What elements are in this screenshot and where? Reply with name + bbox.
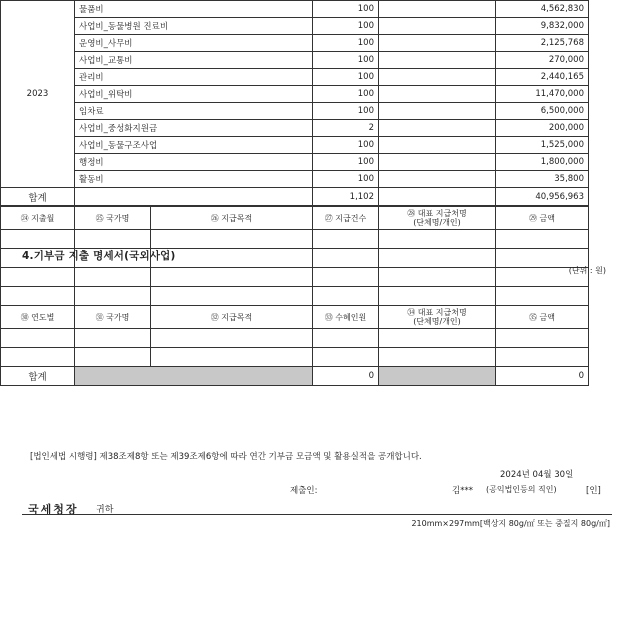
empty-row bbox=[1, 268, 589, 287]
item-cell: 사업비_동물구조사업 bbox=[75, 137, 313, 154]
submission-date: 2024년 04월 30일 bbox=[500, 470, 574, 480]
table-row bbox=[1, 52, 589, 69]
divider-line bbox=[22, 514, 612, 515]
amount-cell: 4,562,830 bbox=[496, 1, 589, 18]
legal-notice: [법인세법 시행령] 제38조제8항 또는 제39조제6항에 따라 연간 기부금 모금액 및 활용실적을 공개합니다. bbox=[30, 452, 422, 462]
amount-cell: 200,000 bbox=[496, 120, 589, 137]
header-cell: ㉖ 지급목적 bbox=[151, 207, 313, 230]
amount-cell: 1,800,000 bbox=[496, 154, 589, 171]
header-cell: ㉘ 대표 지급처명 (단체명/개인) bbox=[379, 207, 496, 230]
total-row bbox=[1, 367, 589, 386]
note-cell bbox=[379, 86, 496, 103]
pct-cell: 100 bbox=[313, 69, 379, 86]
table-row bbox=[1, 18, 589, 35]
note-cell bbox=[379, 120, 496, 137]
item-cell: 물품비 bbox=[75, 1, 313, 18]
submitter-label: 제출인: bbox=[290, 486, 318, 496]
empty-row bbox=[1, 230, 589, 249]
header-cell: ㉞ 대표 지급처명 (단체명/개인) bbox=[379, 306, 496, 329]
header-cell: ㉝ 수혜인원 bbox=[313, 306, 379, 329]
header-cell: ㉜ 지급목적 bbox=[151, 306, 313, 329]
header-cell: ㉔ 지출월 bbox=[1, 207, 75, 230]
note-cell bbox=[379, 69, 496, 86]
pct-cell: 100 bbox=[313, 137, 379, 154]
amount-cell: 270,000 bbox=[496, 52, 589, 69]
note-cell bbox=[379, 154, 496, 171]
expenditure-table-body bbox=[1, 1, 589, 206]
item-cell: 활동비 bbox=[75, 171, 313, 188]
gray-cell bbox=[379, 367, 496, 386]
header-cell: ㉛ 국가명 bbox=[75, 306, 151, 329]
total-label: 합계 bbox=[1, 367, 75, 386]
header-cell: ㉚ 연도별 bbox=[1, 306, 75, 329]
table-row bbox=[1, 137, 589, 154]
header-cell: ㉗ 지급건수 bbox=[313, 207, 379, 230]
table-row bbox=[1, 1, 589, 18]
amount-cell: 6,500,000 bbox=[496, 103, 589, 120]
pct-cell: 100 bbox=[313, 18, 379, 35]
total-amount: 40,956,963 bbox=[496, 188, 589, 206]
table-row bbox=[1, 103, 589, 120]
table-row bbox=[1, 35, 589, 52]
seal-mark: [인] bbox=[586, 486, 601, 496]
pct-cell: 100 bbox=[313, 1, 379, 18]
pct-cell: 100 bbox=[313, 86, 379, 103]
year-cell: 2023 bbox=[1, 1, 75, 188]
note-cell bbox=[379, 35, 496, 52]
pct-cell: 100 bbox=[313, 103, 379, 120]
note-cell bbox=[379, 18, 496, 35]
section-title: 4.기부금 지출 명세서(국외사업) bbox=[22, 250, 176, 262]
note-cell bbox=[379, 137, 496, 154]
honorific: 귀하 bbox=[96, 505, 114, 515]
note-cell bbox=[379, 1, 496, 18]
note-cell bbox=[379, 103, 496, 120]
foreign-expenditure-table bbox=[0, 206, 589, 386]
table-row bbox=[1, 69, 589, 86]
total-blank bbox=[75, 188, 313, 206]
total-count: 0 bbox=[313, 367, 379, 386]
empty-row bbox=[1, 329, 589, 348]
header-row-1 bbox=[1, 207, 589, 230]
pct-cell: 100 bbox=[313, 171, 379, 188]
item-cell: 사업비_위탁비 bbox=[75, 86, 313, 103]
table-row bbox=[1, 171, 589, 188]
empty-row bbox=[1, 348, 589, 367]
header-cell: ㉙ 금액 bbox=[496, 207, 589, 230]
item-cell: 행정비 bbox=[75, 154, 313, 171]
table-row bbox=[1, 120, 589, 137]
gray-cell bbox=[75, 367, 313, 386]
header-row-2 bbox=[1, 306, 589, 329]
pct-cell: 100 bbox=[313, 154, 379, 171]
item-cell: 임차료 bbox=[75, 103, 313, 120]
amount-cell: 2,440,165 bbox=[496, 69, 589, 86]
amount-cell: 35,800 bbox=[496, 171, 589, 188]
item-cell: 운영비_사무비 bbox=[75, 35, 313, 52]
pct-cell: 2 bbox=[313, 120, 379, 137]
total-label: 합계 bbox=[1, 188, 75, 206]
amount-cell: 2,125,768 bbox=[496, 35, 589, 52]
pct-cell: 100 bbox=[313, 35, 379, 52]
expenditure-table bbox=[0, 0, 589, 206]
pct-cell: 100 bbox=[313, 52, 379, 69]
note-cell bbox=[379, 171, 496, 188]
amount-cell: 11,470,000 bbox=[496, 86, 589, 103]
amount-cell: 1,525,000 bbox=[496, 137, 589, 154]
unit-label: (단위 : 원) bbox=[568, 266, 606, 275]
total-row bbox=[1, 188, 589, 206]
paper-spec: 210mm×297mm[백상지 80g/㎡ 또는 중질지 80g/㎡] bbox=[411, 519, 610, 528]
total-pct: 1,102 bbox=[313, 188, 379, 206]
table-row bbox=[1, 154, 589, 171]
item-cell: 사업비_동물병원 진료비 bbox=[75, 18, 313, 35]
total-note bbox=[379, 188, 496, 206]
submitter-name: 김*** bbox=[452, 486, 473, 496]
item-cell: 관리비 bbox=[75, 69, 313, 86]
amount-cell: 9,832,000 bbox=[496, 18, 589, 35]
note-cell bbox=[379, 52, 496, 69]
empty-row bbox=[1, 287, 589, 306]
submitter-role: (공익법인등의 직인) bbox=[486, 485, 557, 494]
header-cell: ㉟ 금액 bbox=[496, 306, 589, 329]
total-amount: 0 bbox=[496, 367, 589, 386]
addressee: 국세청장 bbox=[28, 503, 79, 516]
header-cell: ㉕ 국가명 bbox=[75, 207, 151, 230]
item-cell: 사업비_중성화지원금 bbox=[75, 120, 313, 137]
item-cell: 사업비_교통비 bbox=[75, 52, 313, 69]
table-row bbox=[1, 86, 589, 103]
